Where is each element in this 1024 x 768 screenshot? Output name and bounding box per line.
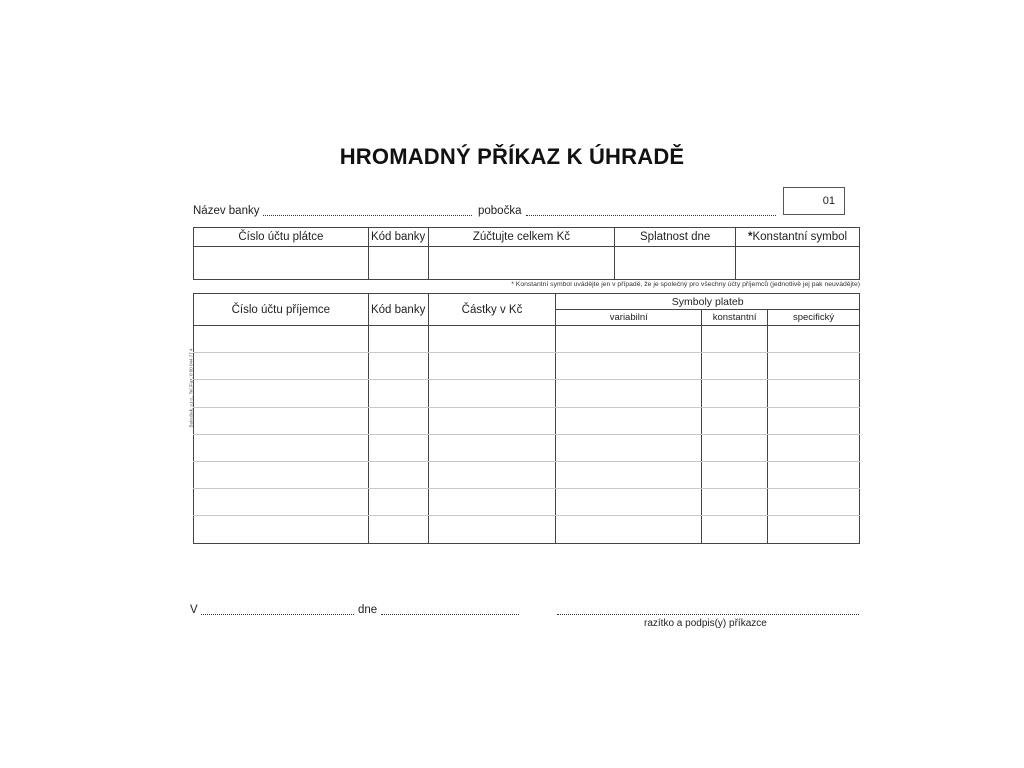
specific-symbol-header: specifický <box>768 310 860 326</box>
payee-bank-code-header: Kód banky <box>368 294 428 326</box>
constant-symbol-field[interactable] <box>736 247 860 280</box>
printer-imprint-text: Baloušek, s.r.o., Tel./Fax: 0 00 044 77 4 <box>188 348 194 428</box>
place-label: V <box>190 604 198 616</box>
payee-account-cell[interactable] <box>194 353 369 380</box>
payee-account-cell[interactable] <box>194 434 369 461</box>
payee-row <box>194 407 860 434</box>
payee-bank-code-cell[interactable] <box>368 489 428 516</box>
branch-field[interactable] <box>526 215 776 216</box>
signature-caption: razítko a podpis(y) příkazce <box>644 618 767 629</box>
constant-symbol-cell[interactable] <box>702 326 768 353</box>
specific-symbol-cell[interactable] <box>768 489 860 516</box>
payee-row <box>194 516 860 543</box>
variable-symbol-cell[interactable] <box>556 380 702 407</box>
constant-symbol-cell[interactable] <box>702 353 768 380</box>
amount-cell[interactable] <box>428 407 556 434</box>
constant-symbol-note: * Konstantní symbol uvádějte jen v případě, že je společný pro všechny účty příjemců (jednotlivě jej pak neuvádějte) <box>511 281 860 288</box>
payer-bank-code-header: Kód banky <box>368 228 428 247</box>
constant-symbol-cell[interactable] <box>702 380 768 407</box>
payer-account-field[interactable] <box>194 247 369 280</box>
variable-symbol-cell[interactable] <box>556 489 702 516</box>
bank-name-label: Název banky <box>193 205 260 217</box>
specific-symbol-cell[interactable] <box>768 380 860 407</box>
date-field[interactable] <box>381 614 519 615</box>
payee-account-cell[interactable] <box>194 380 369 407</box>
amounts-header: Částky v Kč <box>428 294 556 326</box>
amount-cell[interactable] <box>428 461 556 488</box>
payee-bank-code-cell[interactable] <box>368 326 428 353</box>
specific-symbol-cell[interactable] <box>768 353 860 380</box>
payee-account-cell[interactable] <box>194 489 369 516</box>
variable-symbol-cell[interactable] <box>556 516 702 543</box>
signature-line[interactable] <box>557 614 859 615</box>
constant-symbol-cell[interactable] <box>702 489 768 516</box>
amount-cell[interactable] <box>428 380 556 407</box>
variable-symbol-cell[interactable] <box>556 353 702 380</box>
constant-symbol-label: Konstantní symbol <box>752 231 848 243</box>
payee-row <box>194 326 860 353</box>
asterisk-mark: * <box>748 231 753 243</box>
constant-symbol-cell[interactable] <box>702 407 768 434</box>
payee-account-cell[interactable] <box>194 326 369 353</box>
variable-symbol-cell[interactable] <box>556 434 702 461</box>
constant-symbol-cell[interactable] <box>702 434 768 461</box>
amount-cell[interactable] <box>428 489 556 516</box>
bank-name-field[interactable] <box>263 215 472 216</box>
payer-account-header: Číslo účtu plátce <box>194 228 369 247</box>
amount-cell[interactable] <box>428 434 556 461</box>
variable-symbol-cell[interactable] <box>556 407 702 434</box>
payer-bank-code-field[interactable] <box>368 247 428 280</box>
variable-symbol-cell[interactable] <box>556 326 702 353</box>
payee-account-cell[interactable] <box>194 461 369 488</box>
specific-symbol-cell[interactable] <box>768 434 860 461</box>
payee-row <box>194 489 860 516</box>
total-amount-field[interactable] <box>428 247 615 280</box>
date-label: dne <box>358 604 378 616</box>
specific-symbol-cell[interactable] <box>768 326 860 353</box>
variable-symbol-header: variabilní <box>556 310 702 326</box>
payee-bank-code-cell[interactable] <box>368 434 428 461</box>
amount-cell[interactable] <box>428 516 556 543</box>
payee-row <box>194 353 860 380</box>
total-amount-header: Zúčtujte celkem Kč <box>428 228 615 247</box>
payee-bank-code-cell[interactable] <box>368 461 428 488</box>
printer-imprint <box>184 340 194 430</box>
form-number-box: 01 <box>783 187 845 215</box>
payee-bank-code-cell[interactable] <box>368 380 428 407</box>
specific-symbol-cell[interactable] <box>768 516 860 543</box>
branch-label: pobočka <box>478 205 522 217</box>
specific-symbol-cell[interactable] <box>768 407 860 434</box>
due-date-field[interactable] <box>615 247 736 280</box>
due-date-header: Splatnost dne <box>615 228 736 247</box>
payee-bank-code-cell[interactable] <box>368 353 428 380</box>
payee-table <box>193 293 860 544</box>
payee-row <box>194 434 860 461</box>
payee-account-cell[interactable] <box>194 407 369 434</box>
payee-row <box>194 380 860 407</box>
amount-cell[interactable] <box>428 353 556 380</box>
constant-symbol-subheader: konstantní <box>702 310 768 326</box>
form-title: HROMADNÝ PŘÍKAZ K ÚHRADĚ <box>339 144 685 169</box>
payee-account-header: Číslo účtu příjemce <box>194 294 369 326</box>
variable-symbol-cell[interactable] <box>556 461 702 488</box>
constant-symbol-header <box>736 228 860 247</box>
constant-symbol-cell[interactable] <box>702 516 768 543</box>
place-field[interactable] <box>201 614 354 615</box>
specific-symbol-cell[interactable] <box>768 461 860 488</box>
payment-symbols-header: Symboly plateb <box>556 294 860 310</box>
payee-bank-code-cell[interactable] <box>368 516 428 543</box>
amount-cell[interactable] <box>428 326 556 353</box>
payee-row <box>194 461 860 488</box>
payer-table <box>193 227 860 280</box>
constant-symbol-cell[interactable] <box>702 461 768 488</box>
payee-account-cell[interactable] <box>194 516 369 543</box>
payee-bank-code-cell[interactable] <box>368 407 428 434</box>
